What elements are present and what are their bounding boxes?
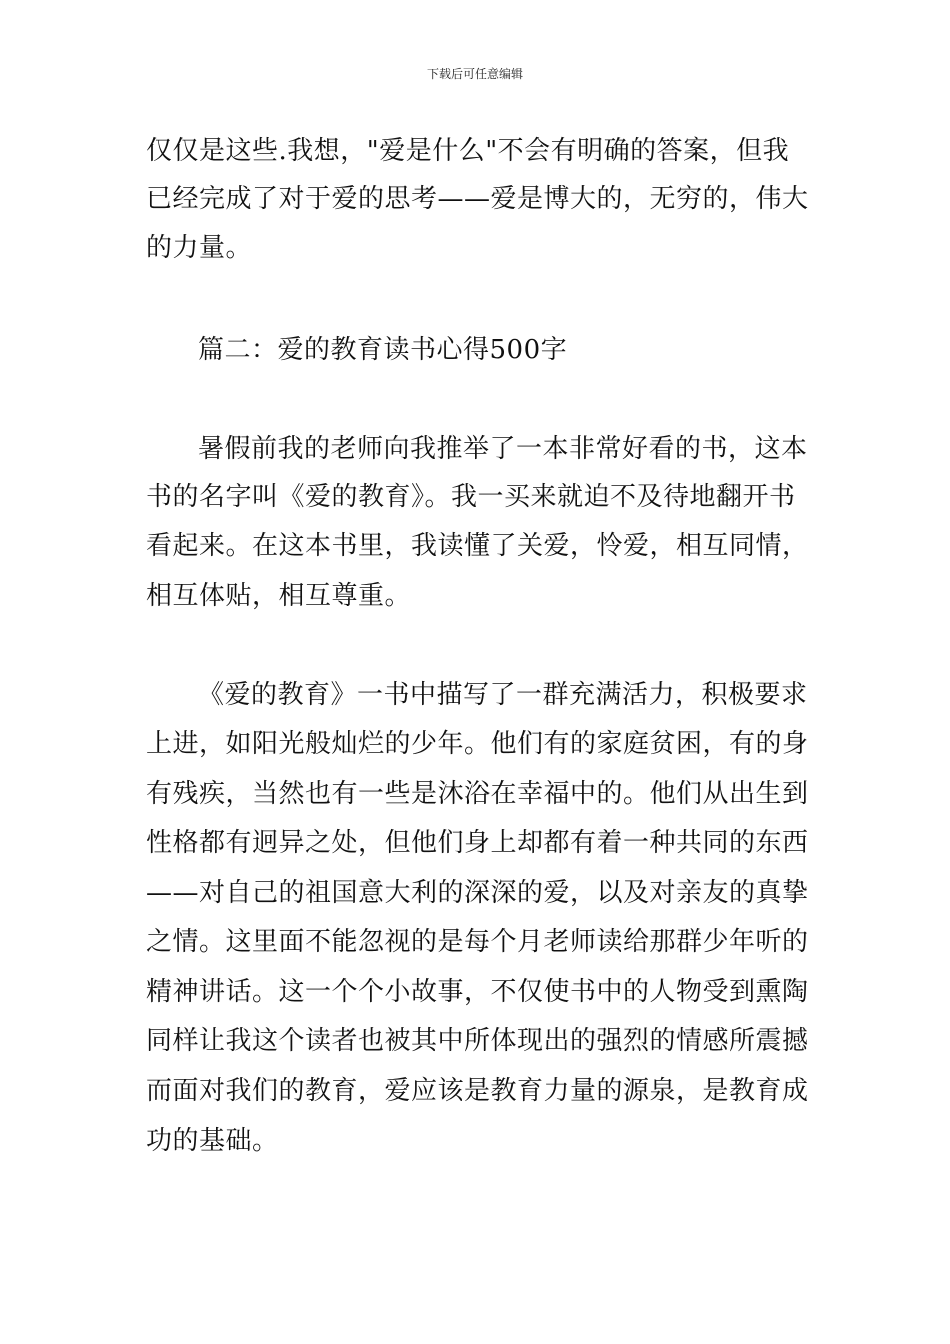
paragraph3-line-10: 功的基础。 [146,1126,279,1156]
paragraph3-line-9: 而面对我们的教育，爱应该是教育力量的源泉，是教育成 [146,1076,809,1106]
paragraph3-line-3: 有残疾，当然也有一些是沐浴在幸福中的。他们从出生到 [146,779,809,809]
paragraph1-line-1: 仅仅是这些.我想，"爱是什么"不会有明确的答案，但我 [146,136,790,166]
paragraph3-line-2: 上进，如阳光般灿烂的少年。他们有的家庭贫困，有的身 [146,729,809,759]
paragraph3-line-6: 之情。这里面不能忽视的是每个月老师读给那群少年听的 [146,927,809,957]
paragraph3-line-8: 同样让我这个读者也被其中所体现出的强烈的情感所震撼 [146,1026,809,1056]
paragraph2-line-1: 暑假前我的老师向我推举了一本非常好看的书，这本 [198,434,808,464]
paragraph1-line-3: 的力量。 [146,233,253,263]
paragraph1-line-2: 已经完成了对于爱的思考——爱是博大的，无穷的，伟大 [146,184,809,214]
paragraph2-line-4: 相互体贴，相互尊重。 [146,581,412,611]
paragraph3-line-5: ——对自己的祖国意大利的深深的爱，以及对亲友的真挚 [146,878,809,908]
paragraph2-line-2: 书的名字叫《爱的教育》。我一买来就迫不及待地翻开书 [146,482,796,512]
header-note: 下载后可任意编辑 [426,67,523,81]
paragraph2-line-3: 看起来。在这本书里，我读懂了关爱，怜爱，相互同情， [146,531,809,561]
paragraph3-line-7: 精神讲话。这一个个小故事，不仅使书中的人物受到熏陶 [146,977,809,1007]
paragraph3-line-1: 《爱的教育》一书中描写了一群充满活力，积极要求 [198,680,808,710]
section-heading: 篇二：爱的教育读书心得500字 [198,335,568,365]
paragraph3-line-4: 性格都有迥异之处，但他们身上却都有着一种共同的东西 [146,828,809,858]
